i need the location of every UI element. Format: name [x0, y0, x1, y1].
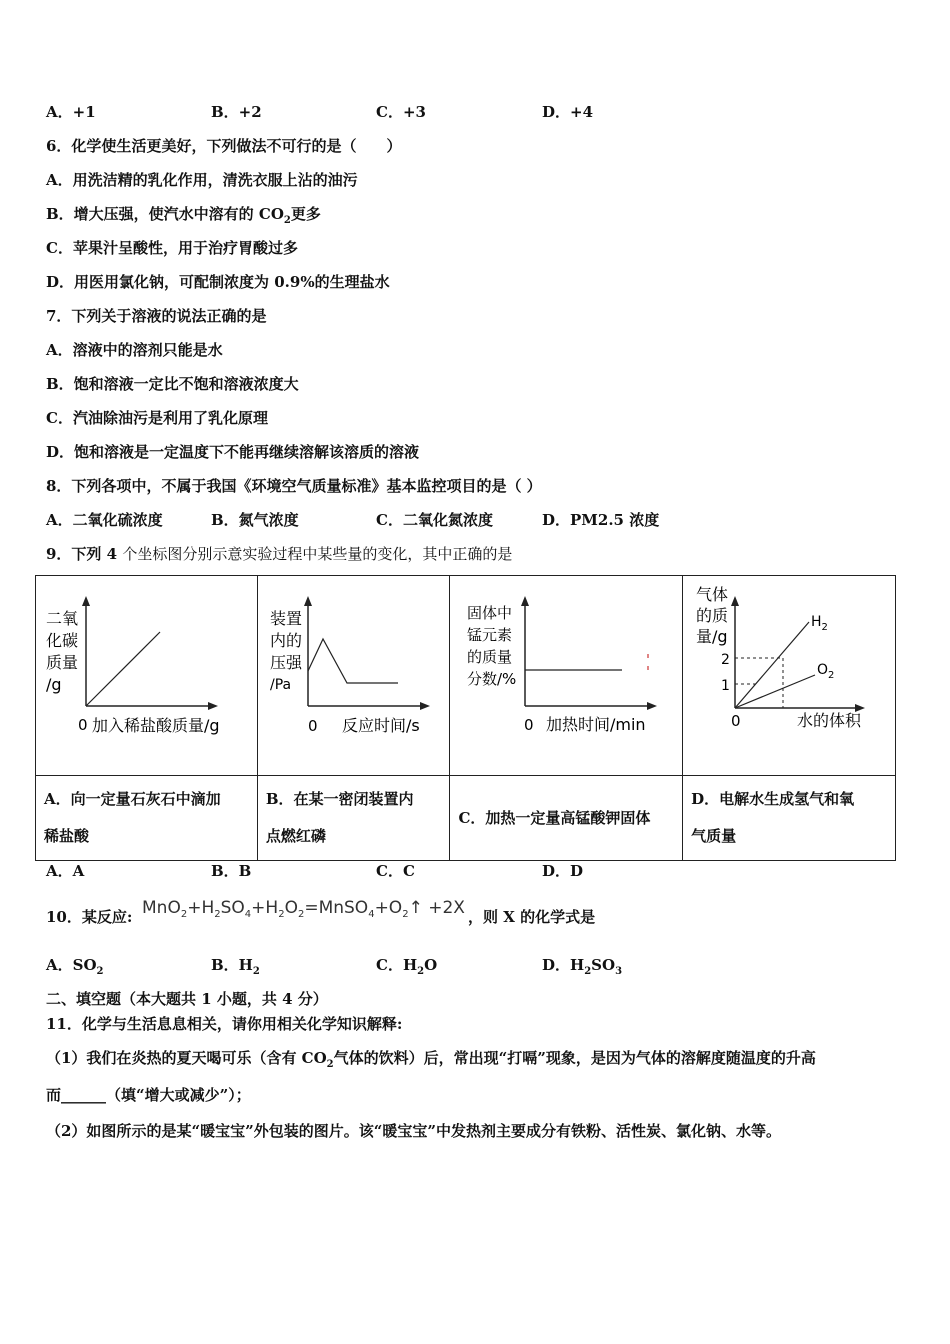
q9-graph-table	[35, 575, 896, 861]
graph-d-ylabel-1: 气体	[696, 585, 729, 604]
graph-d-tick-2: 2	[721, 652, 731, 668]
graph-a-cell	[36, 576, 258, 776]
graph-b-caption: B．在某一密闭装置内 点燃红磷	[257, 776, 450, 861]
graph-d-caption: D．电解水生成氢气和氧 气质量	[683, 776, 896, 861]
q9-option-c: C．C	[376, 862, 415, 880]
graph-a-ylabel-1: 二氧	[46, 609, 79, 628]
graph-d	[683, 576, 894, 771]
q7-stem: 7．下列关于溶液的说法正确的是	[46, 307, 267, 325]
q6-option-b: B．增大压强，使汽水中溶有的 $CO_2$更多	[46, 205, 321, 226]
graph-b-origin: 0	[307, 717, 318, 735]
graph-d-o2-label: $O_2$	[817, 662, 835, 681]
q11-part-2: （2）如图所示的是某“暖宝宝”外包装的图片。该“暖宝宝”中发热剂主要成分有铁粉、活性炭、氯化钠、水等。	[46, 1122, 781, 1140]
graph-d-tick-1: 1	[721, 678, 731, 694]
graph-c-ylabel-1: 固体中	[467, 604, 513, 622]
graph-c-ylabel-2: 锰元素	[467, 626, 513, 644]
graph-a	[36, 576, 256, 771]
q11-part-1-cont: 而______（填“增大或减少”）；	[46, 1086, 251, 1104]
graph-b-ylabel-2: 内的	[269, 631, 302, 650]
q5-option-c: C．+3	[376, 103, 426, 121]
graph-d-cell	[683, 576, 896, 776]
q9-stem: 9．下列 4 个坐标图分别示意实验过程中某些量的变化，其中正确的是	[46, 545, 513, 563]
graph-d-origin: 0	[731, 712, 741, 730]
graph-a-ylabel-2: 化碳	[46, 631, 79, 650]
q11-stem: 11．化学与生活息息相关，请你用相关化学知识解释:	[46, 1015, 403, 1033]
q8-option-b: B．氮气浓度	[211, 511, 299, 529]
q7-option-a: A．溶液中的溶剂只能是水	[46, 341, 223, 359]
graph-c-cell	[450, 576, 683, 776]
svg-text:MnO2+H2SO4+H2O2=MnSO4+O2↑ +2X: $MnO_2+H_2SO_4+H_2O_2=MnSO_4+O_2↑ +2X$	[142, 898, 465, 920]
graph-c-ylabel-4: 分数/%	[467, 670, 517, 688]
graph-a-ylabel-3: 质量	[46, 653, 79, 672]
q5-option-a: A．+1	[46, 103, 96, 121]
q8-stem: 8．下列各项中，不属于我国《环境空气质量标准》基本监控项目的是（ ）	[46, 477, 542, 495]
q10-option-c: C．$H_2O$	[376, 956, 438, 977]
graph-c-xlabel: 加热时间/min	[546, 715, 647, 734]
graph-a-ylabel-4: /g	[46, 675, 62, 694]
q7-option-c: C．汽油除油污是利用了乳化原理	[46, 409, 268, 427]
q7-option-b: B．饱和溶液一定比不饱和溶液浓度大	[46, 375, 299, 393]
graph-a-caption: A．向一定量石灰石中滴加 稀盐酸	[36, 776, 258, 861]
q6-option-d: D．用医用氯化钠，可配制浓度为 0.9%的生理盐水	[46, 273, 390, 291]
q9-option-a: A．A	[46, 862, 85, 880]
q8-option-c: C．二氧化氮浓度	[376, 511, 493, 529]
q9-option-b: B．B	[211, 862, 252, 880]
graph-b-xlabel: 反应时间/s	[341, 716, 420, 735]
graph-b-ylabel-4: /Pa	[269, 677, 291, 693]
q5-option-d: D．+4	[542, 103, 594, 121]
q7-option-d: D．饱和溶液是一定温度下不能再继续溶解该溶质的溶液	[46, 443, 420, 461]
graph-d-ylabel-3: 量/g	[696, 627, 728, 646]
q5-option-b: B．+2	[211, 103, 262, 121]
q10-option-a: A．$SO_2$	[46, 956, 104, 977]
q6-option-c: C．苹果汁呈酸性，用于治疗胃酸过多	[46, 239, 298, 257]
q10-equation	[140, 893, 470, 925]
q9-option-d: D．D	[542, 862, 584, 880]
q10-stem-suffix: ，则 X 的化学式是	[468, 908, 596, 926]
graph-c-ylabel-3: 的质量	[467, 648, 513, 666]
q8-option-a: A．二氧化硫浓度	[46, 511, 163, 529]
section-2-title: 二、填空题（本大题共 1 小题，共 4 分）	[46, 990, 328, 1008]
q10-option-b: B．$H_2$	[211, 956, 260, 977]
q10-option-d: D．$H_2SO_3$	[542, 956, 623, 977]
graph-d-xlabel: 水的体积	[797, 711, 862, 730]
q6-option-a: A．用洗洁精的乳化作用，清洗衣服上沾的油污	[46, 171, 358, 189]
q10-stem-prefix: 10．某反应:	[46, 908, 133, 926]
graph-d-ylabel-2: 的质	[696, 606, 729, 625]
graph-c-origin: 0	[524, 716, 535, 734]
q6-stem: 6．化学使生活更美好，下列做法不可行的是（ ）	[46, 137, 402, 155]
graph-b-ylabel-3: 压强	[269, 653, 302, 672]
q8-option-d: D．PM2.5 浓度	[542, 511, 660, 529]
graph-b	[258, 576, 448, 771]
graph-b-cell	[257, 576, 450, 776]
graph-c-caption: C．加热一定量高锰酸钾固体	[450, 776, 683, 861]
graph-a-origin: 0	[78, 716, 88, 734]
graph-d-h2-label: $H_2$	[811, 614, 829, 633]
graph-c	[450, 576, 680, 771]
q11-part-1: （1）我们在炎热的夏天喝可乐（含有 $CO_2$气体的饮料）后，常出现“打嗝”现象，是因为气体的溶解度随温度的升高	[46, 1049, 816, 1070]
graph-b-ylabel-1: 装置	[269, 609, 302, 628]
graph-a-xlabel: 加入稀盐酸质量/g	[92, 716, 220, 735]
